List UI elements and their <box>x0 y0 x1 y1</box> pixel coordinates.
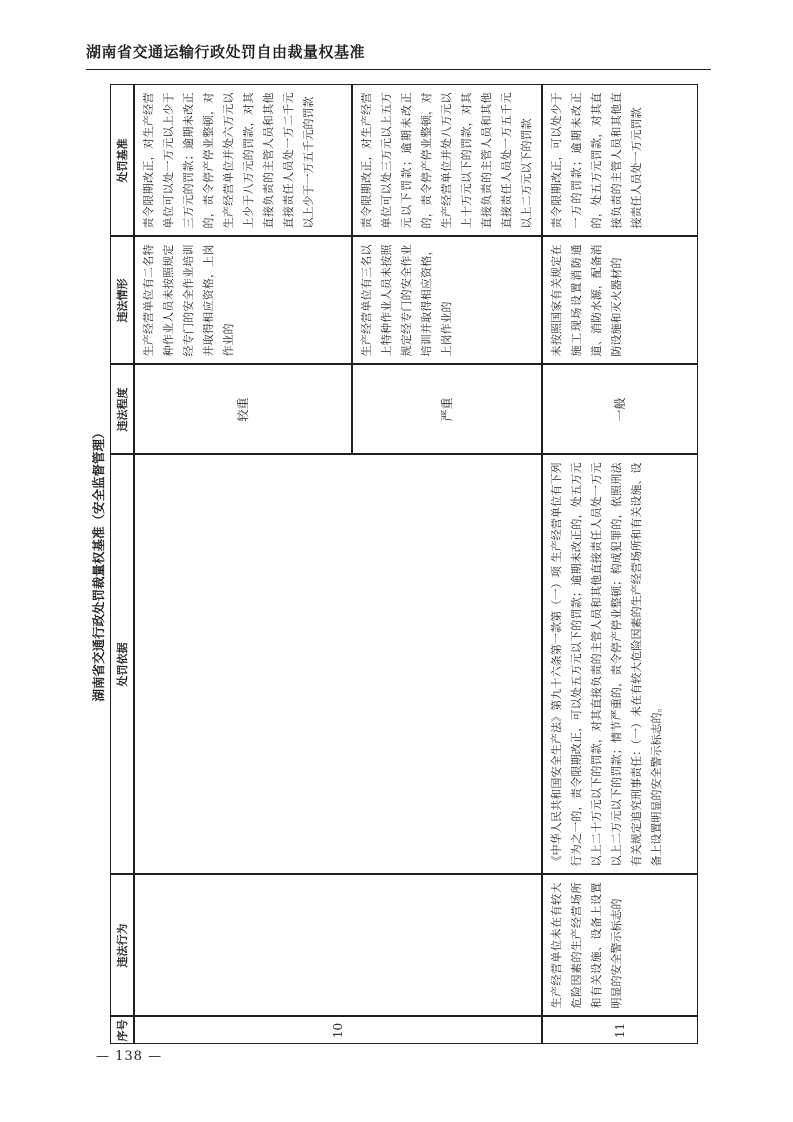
row-10-standard-2: 责令限期改正，对生产经营单位可以处三万元以上五万元以下罚款；逾期未改正的，责令停产停业整顿，对生产经营单位并处八万元以上十万元以下的罚款，对其直接负责的主管人员和其他直接责任人员处一万五千元以上二万元以下的罚款 <box>352 85 542 237</box>
row-10-standard-1: 责令限期改正，对生产经营单位可以处一万元以上少于三万元的罚款；逾期未改正的，责令停产停业整顿，对生产经营单位并处六万元以上少于八万元的罚款，对其直接负责的主管人员和其他直接责任人员处一万二千元以上少于一万五千元的罚款 <box>134 85 352 237</box>
header-basis: 处罚依据 <box>110 455 134 875</box>
page-number: — 138 — <box>96 1049 163 1064</box>
row-11-seq: 11 <box>542 1017 698 1045</box>
row-11-circumstance: 未按照国家有关规定在施工现场设置消防通道、消防水源，配备消防设施和灭火器材的 <box>542 237 698 365</box>
penalty-table <box>110 84 698 1044</box>
row-10-circumstance-1: 生产经营单位有二名特种作业人员未按照规定经专门的安全作业培训并取得相应资格，上岗作业的 <box>134 237 352 365</box>
header-circumstance: 违法情形 <box>110 237 134 365</box>
row-10-degree-1: 较重 <box>134 365 352 455</box>
row-10-basis <box>134 455 542 875</box>
header-behavior: 违法行为 <box>110 875 134 1017</box>
header-standard: 处罚基准 <box>110 85 134 237</box>
header-rule <box>86 69 711 70</box>
header-seq: 序号 <box>110 1017 134 1045</box>
row-11-standard: 责令限期改正，可以处少于一万的罚款；逾期未改正的，处五万元罚款，对其直接负责的主管人员和其他直接责任人员处一万元罚款 <box>542 85 698 237</box>
header-degree: 违法程度 <box>110 365 134 455</box>
header-title: 湖南省交通运输行政处罚自由裁量权基准 <box>86 43 366 61</box>
row-10-seq: 10 <box>134 1017 542 1045</box>
row-10-behavior <box>134 875 542 1017</box>
table-title: 湖南省交通行政处罚裁量权基准（安全监督管理） <box>91 426 106 702</box>
row-10-circumstance-2: 生产经营单位有三名以上特种作业人员未按照规定经专门的安全作业培训并取得相应资格，上岗作业的 <box>352 237 542 365</box>
row-10-degree-2: 严重 <box>352 365 542 455</box>
row-11-behavior: 生产经营单位未在有较大危险因素的生产经营场所和有关设施、设备上设置明显的安全警示标志的 <box>542 875 698 1017</box>
row-11-degree: 一般 <box>542 365 698 455</box>
rotated-table-page <box>88 84 698 1044</box>
row-11-basis: 《中华人民共和国安全生产法》第九十六条第一款第（一）项 生产经营单位有下列行为之一的，责令限期改正，可以处五万元以下的罚款；逾期未改正的，处五万元以上二十万元以下的罚款，对其直接负责的主管人员和其他直接责任人员处一万元以上二万元以下的罚款；情节严重的，责令停产停业整顿；构成犯罪的，依照刑法有关规定追究刑事责任：（一）未在有较大危险因素的生产经营场所和有关设施、设备上设置明显的安全警示标志的。 <box>542 455 698 875</box>
